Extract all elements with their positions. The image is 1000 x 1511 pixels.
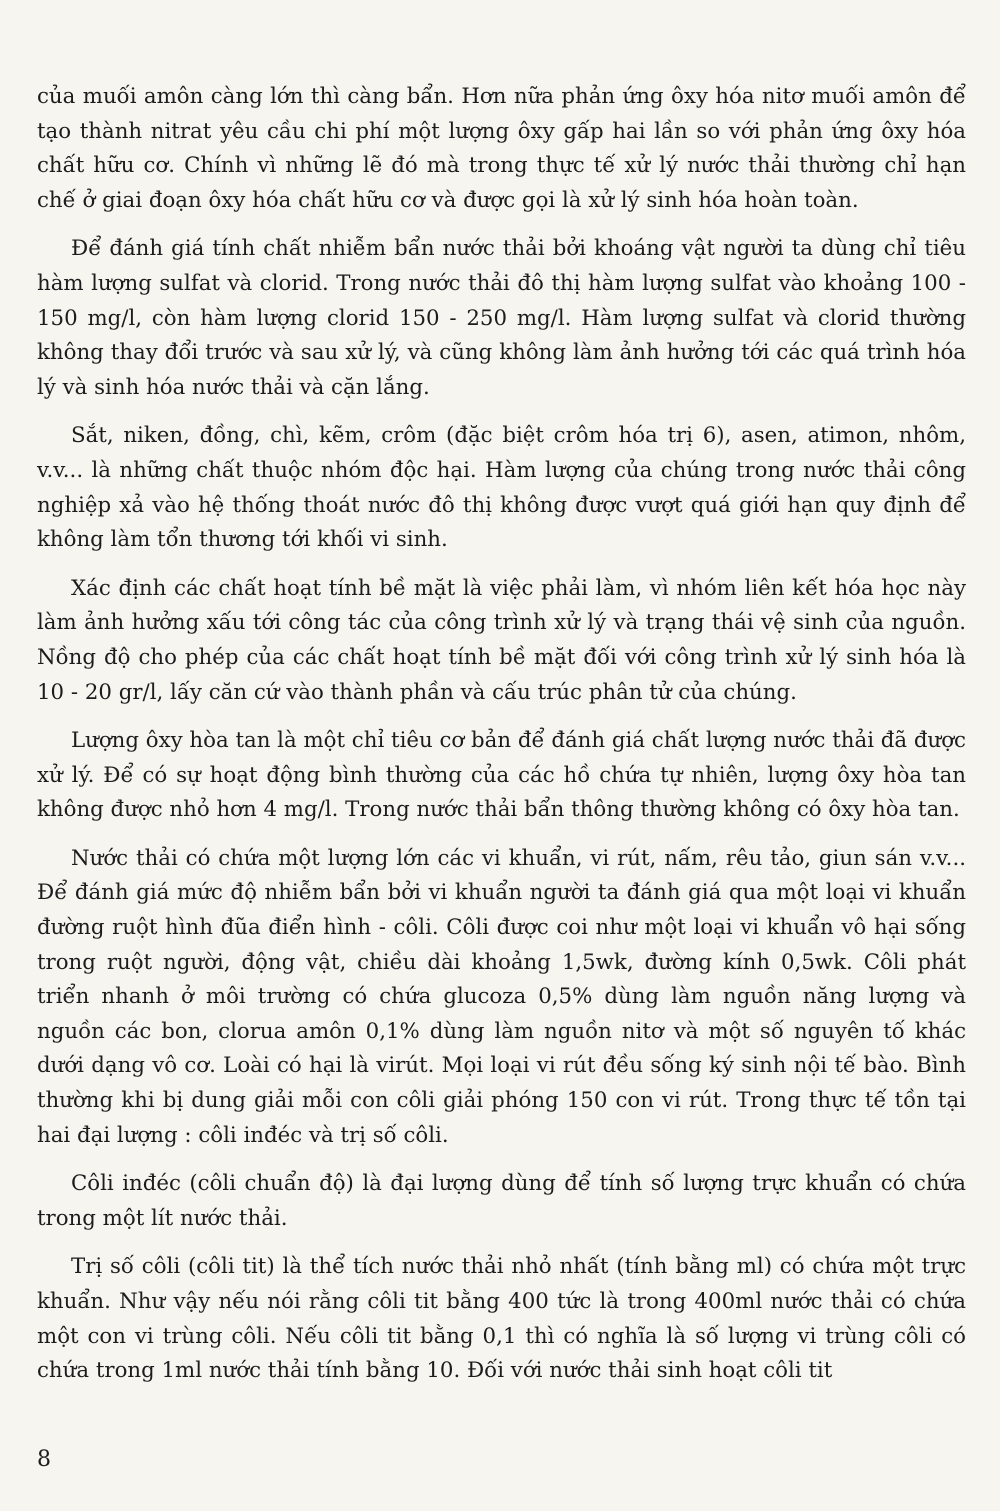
paragraph-surfactants: Xác định các chất hoạt tính bề mặt là việc phải làm, vì nhóm liên kết hóa học này làm ảnh hưởng xấu tới công tác của công trình xử lý và trạng thái vệ sinh của nguồn. Nồng độ cho phép của các chất hoạt tính bề mặt đối với công trình xử lý sinh hóa là 10 - 20 gr/l, lấy căn cứ vào thành phần và cấu trúc phân tử của chúng. (37, 575, 966, 705)
paragraph-continuation: của muối amôn càng lớn thì càng bẩn. Hơn nữa phản ứng ôxy hóa nitơ muối amôn để tạo thành nitrat yêu cầu chi phí một lượng ôxy gấp hai lần so với phản ứng ôxy hóa chất hữu cơ. Chính vì những lẽ đó mà trong thực tế xử lý nước thải thường chỉ hạn chế ở giai đoạn ôxy hóa chất hữu cơ và được gọi là xử lý sinh hóa hoàn toàn. (37, 84, 966, 213)
body-text (37, 80, 966, 1403)
paragraph-coli-index: Côli inđéc (côli chuẩn độ) là đại lượng dùng để tính số lượng trực khuẩn có chứa trong một lít nước thải. (37, 1171, 966, 1231)
paragraph-sulfat-clorid: Để đánh giá tính chất nhiễm bẩn nước thải bởi khoáng vật người ta dùng chỉ tiêu hàm lượng sulfat và clorid. Trong nước thải đô thị hàm lượng sulfat vào khoảng 100 - 150 mg/l, còn hàm lượng clorid 150 - 250 mg/l. Hàm lượng sulfat và clorid thường không thay đổi trước và sau xử lý, và cũng không làm ảnh hưởng tới các quá trình hóa lý và sinh hóa nước thải và cặn lắng. (37, 236, 966, 400)
paragraph-microorganisms: Nước thải có chứa một lượng lớn các vi khuẩn, vi rút, nấm, rêu tảo, giun sán v.v... Để đánh giá mức độ nhiễm bẩn bởi vi khuẩn người ta đánh giá qua một loại vi khuẩn đường ruột hình đũa điển hình - côli. Côli được coi như một loại vi khuẩn vô hại sống trong ruột người, động vật, chiều dài khoảng 1,5wk, đường kính 0,5wk. Côli phát triển nhanh ở môi trường có chứa glucoza 0,5% dùng làm nguồn năng lượng và nguồn các bon, clorua amôn 0,1% dùng làm nguồn nitơ và một số nguyên tố khác dưới dạng vô cơ. Loài có hại là virút. Mọi loại vi rút đều sống ký sinh nội tế bào. Bình thường khi bị dung giải mỗi con côli giải phóng 150 con vi rút. Trong thực tế tồn tại hai đại lượng : côli inđéc và trị số côli. (37, 845, 966, 1148)
paragraph-dissolved-oxygen: Lượng ôxy hòa tan là một chỉ tiêu cơ bản để đánh giá chất lượng nước thải đã được xử lý. Để có sự hoạt động bình thường của các hồ chứa tự nhiên, lượng ôxy hòa tan không được nhỏ hơn 4 mg/l. Trong nước thải bẩn thông thường không có ôxy hòa tan. (37, 728, 966, 823)
paragraph-coli-titer: Trị số côli (côli tit) là thể tích nước thải nhỏ nhất (tính bằng ml) có chứa một trực khuẩn. Như vậy nếu nói rằng côli tit bằng 400 tức là trong 400ml nước thải có chứa một con vi trùng côli. Nếu côli tit bằng 0,1 thì có nghĩa là số lượng vi trùng côli có chứa trong 1ml nước thải tính bằng 10. Đối với nước thải sinh hoạt côli tit (37, 1254, 966, 1384)
page-number: 8 (37, 1447, 51, 1472)
paragraph-heavy-metals: Sắt, niken, đồng, chì, kẽm, crôm (đặc biệt crôm hóa trị 6), asen, atimon, nhôm, v.v... là những chất thuộc nhóm độc hại. Hàm lượng của chúng trong nước thải công nghiệp xả vào hệ thống thoát nước đô thị không được vượt quá giới hạn quy định để không làm tổn thương tới khối vi sinh. (37, 423, 966, 553)
